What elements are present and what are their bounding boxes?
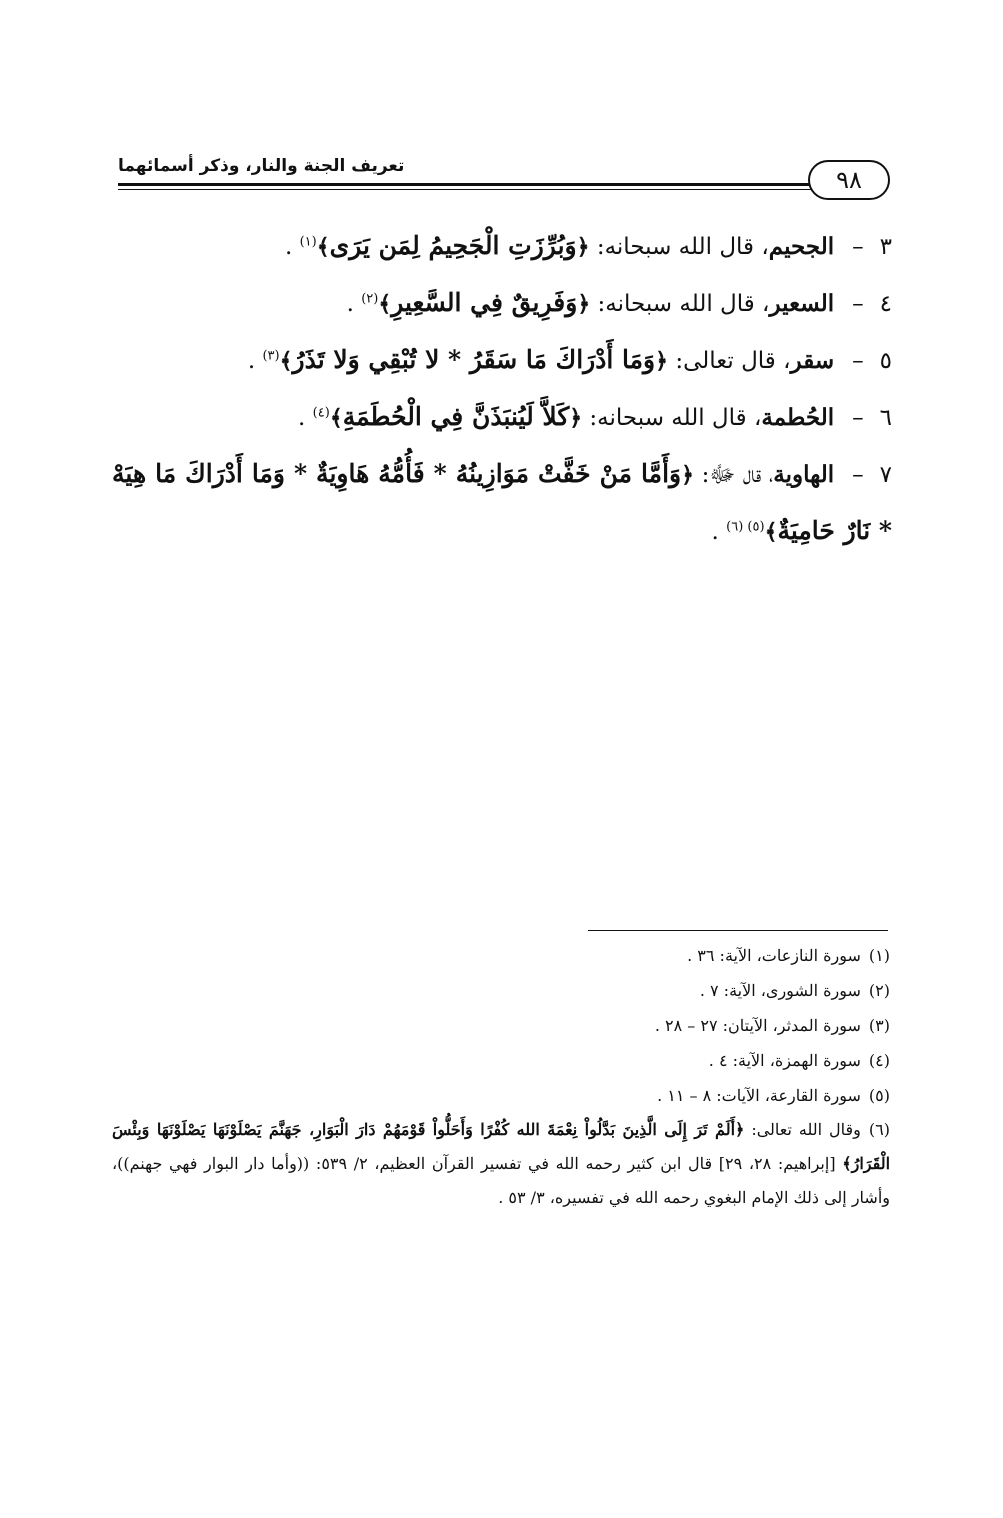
footnote-number: (٦) xyxy=(868,1120,891,1139)
footnote xyxy=(112,1078,890,1113)
item-end: . xyxy=(298,405,306,431)
footnote-marker: (٤) xyxy=(312,405,330,421)
list-item xyxy=(112,389,892,446)
verse-close-bracket: ﴾ xyxy=(329,405,343,431)
footnote-separator xyxy=(588,930,888,931)
footnote-text: سورة الشورى، الآية: ٧ . xyxy=(699,981,861,1000)
footnote xyxy=(112,938,890,973)
list-item xyxy=(112,218,892,275)
verse-open-bracket: ﴿ xyxy=(577,291,591,317)
list-item xyxy=(112,446,892,560)
footnote-verse: ﴿أَلَمْ تَرَ إِلَى الَّذِينَ بَدَّلُواْ نِعْمَةَ الله كُفْرًا وَأَحَلُّواْ قَوْمَهُمْ دَارَ الْبَوَارِ، جَهَنَّمَ يَصْلَوْنَهَا يَصْلَوْنَهَا وَبِئْسَ الْقَرَارُ﴾ xyxy=(112,1120,891,1173)
list-item xyxy=(112,332,892,389)
quran-verse: وَفَرِيقٌ فِي السَّعِيرِ xyxy=(391,288,578,317)
header-rule-thick xyxy=(118,183,832,186)
item-end: . xyxy=(247,348,256,374)
quran-verse: وَمَا أَدْرَاكَ مَا سَقَرُ * لا تُبْقِي وَلا تَذَرُ xyxy=(292,345,656,374)
verse-close-bracket: ﴾ xyxy=(764,519,778,545)
footnote-number: (٣) xyxy=(868,1016,890,1035)
running-title: تعريف الجنة والنار، وذكر أسمائهما xyxy=(118,156,405,176)
item-end: . xyxy=(346,291,354,317)
page-number: ٩٨ xyxy=(808,160,890,200)
verse-open-bracket: ﴿ xyxy=(569,405,583,431)
item-dash: – xyxy=(852,348,864,374)
footnote xyxy=(112,1008,890,1043)
verse-close-bracket: ﴾ xyxy=(316,234,330,260)
footnotes xyxy=(112,938,890,1215)
footnote-number: (٥) xyxy=(868,1086,890,1105)
footnote-text: سورة الهمزة، الآية: ٤ . xyxy=(708,1051,861,1070)
list-item xyxy=(112,275,892,332)
item-term: الهاوية xyxy=(773,461,835,488)
verse-close-bracket: ﴾ xyxy=(378,291,392,317)
item-intro: ، قال تعالى: xyxy=(668,348,791,374)
footnote-number: (٤) xyxy=(868,1051,890,1070)
footnote-text: [إبراهيم: ٢٨، ٢٩] قال ابن كثير رحمه الله في تفسير القرآن العظيم، ٢/ ٥٣٩: ((وأما دار البوار فهي جهنم))، وأشار إلى ذلك الإمام البغوي رحمه الله في تفسيره، ٣/ ٥٣ . xyxy=(112,1154,890,1207)
item-term: الجحيم xyxy=(768,233,835,260)
footnote-text: سورة المدثر، الآيتان: ٢٧ – ٢٨ . xyxy=(654,1016,861,1035)
quran-verse: وَبُرِّزَتِ الْجَحِيمُ لِمَن يَرَى xyxy=(329,231,577,260)
footnote-number: (١) xyxy=(868,946,890,965)
item-dash: – xyxy=(852,234,864,260)
verse-open-bracket: ﴿ xyxy=(655,348,669,374)
footnote xyxy=(112,1043,890,1078)
item-number: ٣ xyxy=(879,234,892,260)
footnote-number: (٢) xyxy=(868,981,890,1000)
footnote-marker: (٣) xyxy=(262,348,280,364)
item-number: ٦ xyxy=(879,405,892,431)
footnote-marker: (٥) (٦) xyxy=(726,519,765,535)
item-intro: ، قال الله سبحانه: xyxy=(582,405,762,431)
item-number: ٥ xyxy=(879,348,892,374)
quran-verse: كَلاَّ لَيُنبَذَنَّ فِي الْحُطَمَةِ xyxy=(342,402,570,431)
item-intro: ، قال الله سبحانه: xyxy=(589,234,769,260)
footnote-marker: (١) xyxy=(299,234,317,250)
verse-open-bracket: ﴿ xyxy=(576,234,590,260)
item-end: . xyxy=(284,234,293,260)
item-end: . xyxy=(711,519,719,545)
item-term: سقر xyxy=(790,347,835,374)
footnote xyxy=(112,1113,890,1215)
quran-verse: وَأَمَّا مَنْ خَفَّتْ مَوَازِينُهُ * فَأُمُّهُ هَاوِيَةٌ * وَمَا أَدْرَاكَ مَا هِيَهْ * نَارٌ حَامِيَةٌ xyxy=(112,459,892,545)
footnote xyxy=(112,973,890,1008)
item-number: ٧ xyxy=(879,462,892,488)
footnote-marker: (٢) xyxy=(361,291,379,307)
page-header xyxy=(118,150,890,198)
verse-close-bracket: ﴾ xyxy=(279,348,293,374)
footnote-text: سورة القارعة، الآيات: ٨ – ١١ . xyxy=(657,1086,861,1105)
main-content xyxy=(112,218,892,560)
item-dash: – xyxy=(852,405,864,431)
footnote-lead: وقال الله تعالى: xyxy=(744,1120,861,1139)
header-rule-thin xyxy=(118,189,832,190)
verse-open-bracket: ﴿ xyxy=(681,462,694,488)
item-dash: – xyxy=(852,462,864,488)
item-number: ٤ xyxy=(879,291,892,317)
item-intro: ، قال ﷻ: xyxy=(693,462,774,488)
item-term: السعير xyxy=(769,290,835,317)
item-term: الحُطمة xyxy=(761,404,835,431)
item-dash: – xyxy=(852,291,864,317)
footnote-text: سورة النازعات، الآية: ٣٦ . xyxy=(687,946,861,965)
item-intro: ، قال الله سبحانه: xyxy=(590,291,770,317)
